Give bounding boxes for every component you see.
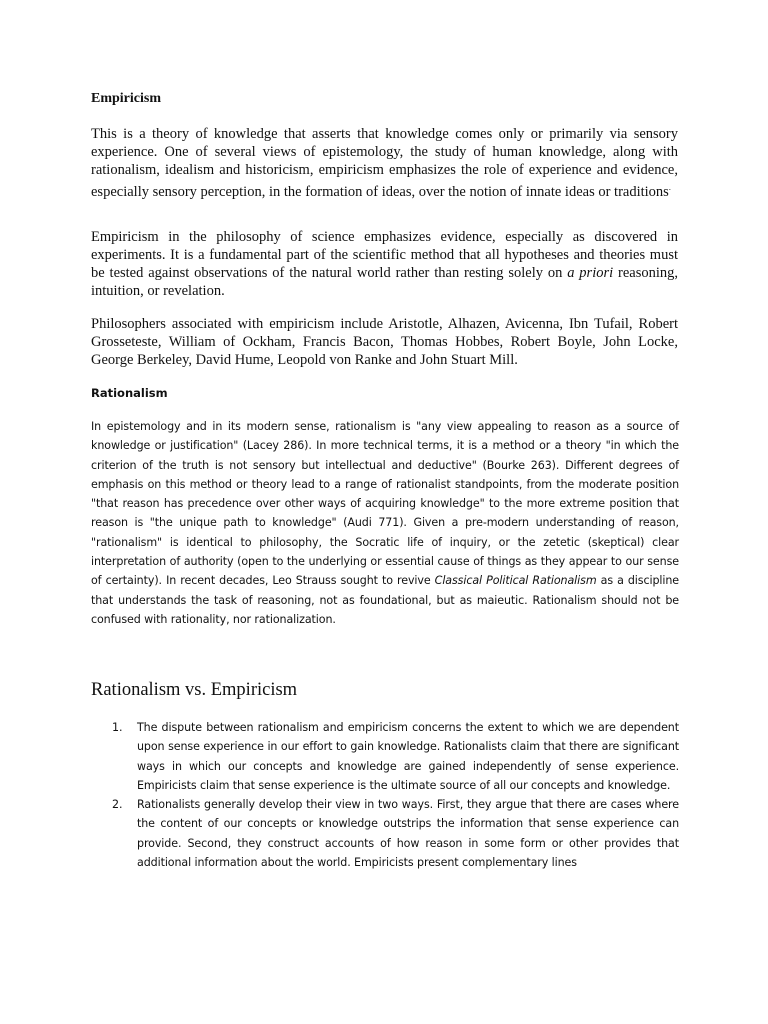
list-item-text: Rationalists generally develop their view in two ways. First, they argue that there are cases where the content of our concepts or knowledge outstrips the information that sense experience can provide. Second, they construct accounts of how reason in some form or other provides that additional information about the world. Empiricists present complementary lines [137, 798, 679, 870]
rationalism-heading: Rationalism [91, 386, 168, 400]
a-priori-italic: a priori [567, 265, 614, 281]
rationalism-text-end: as a discipline that understands the task of reasoning, not as foundational, but as maieutic. Rationalism should not be confused with rationality, nor rationalization. [91, 574, 680, 626]
classical-political-rationalism-italic: Classical Political Rationalism [434, 574, 597, 588]
list-item [91, 795, 679, 872]
empiricism-p1-text: This is a theory of knowledge that asserts that knowledge comes only or primarily via sensory experience. One of several views of epistemology, the study of human knowledge, along with rationalism, idealism and historicism, empiricism emphasizes the role of experience and evidence, especially sensory perception, in the formation of ideas, over the notion of innate ideas or traditions [91, 126, 678, 200]
comparison-list [91, 718, 679, 872]
empiricism-paragraph-3: Philosophers associated with empiricism include Aristotle, Alhazen, Avicenna, Ibn Tufail, Robert Grosseteste, William of Ockham, Francis Bacon, Thomas Hobbes, Robert Boyle, John Locke, George Berkeley, David Hume, Leopold von Ranke and John Stuart Mill. [91, 316, 678, 368]
empiricism-paragraph-2 [91, 228, 678, 300]
empiricism-paragraph-1 [91, 125, 678, 201]
list-item [91, 718, 679, 795]
list-item-number: 1. [112, 721, 123, 734]
list-item-text: The dispute between rationalism and empiricism concerns the extent to which we are dependent upon sense experience in our effort to gain knowledge. Rationalists claim that there are significant ways in which our concepts and knowledge are gained independently of sense experience. Empiricists claim that sense experience is the ultimate source of all our concepts and knowledge. [137, 721, 679, 792]
rationalism-vs-empiricism-heading: Rationalism vs. Empiricism [91, 680, 298, 700]
rationalism-paragraph [91, 417, 679, 629]
empiricism-p2-text-start: Empiricism in the philosophy of science emphasizes evidence, especially as discovered in experiments. It is a fundamental part of the scientific method that all hypotheses and theories must be tested against observations of the natural world rather than resting solely on [91, 229, 678, 281]
empiricism-heading: Empiricism [91, 91, 161, 106]
empiricism-p2-text-end: reasoning, intuition, or revelation. [91, 265, 679, 299]
list-item-number: 2. [112, 798, 123, 812]
rationalism-text-start: In epistemology and in its modern sense, rationalism is "any view appealing to reason as a source of knowledge or justification" (Lacey 286). In more technical terms, it is a method or a theory "in which the criterion of the truth is not sensory but intellectual and deductive" (Bourke 263). Different degrees of emphasis on this method or theory lead to a range of rationalist standpoints, from the moderate position "that reason has precedence over other ways of acquiring knowledge" to the more extreme position that reason is "the unique path to knowledge" (Audi 771). Given a pre-modern understanding of reason, "rationalism" is identical to philosophy, the Socratic life of inquiry, or the zetetic (skeptical) clear interpretation of authority (open to the underlying or essential cause of things as they appear to our sense of certainty). In recent decades, Leo Strauss sought to revive [91, 420, 679, 588]
empiricism-p1-mark: . [668, 183, 671, 192]
